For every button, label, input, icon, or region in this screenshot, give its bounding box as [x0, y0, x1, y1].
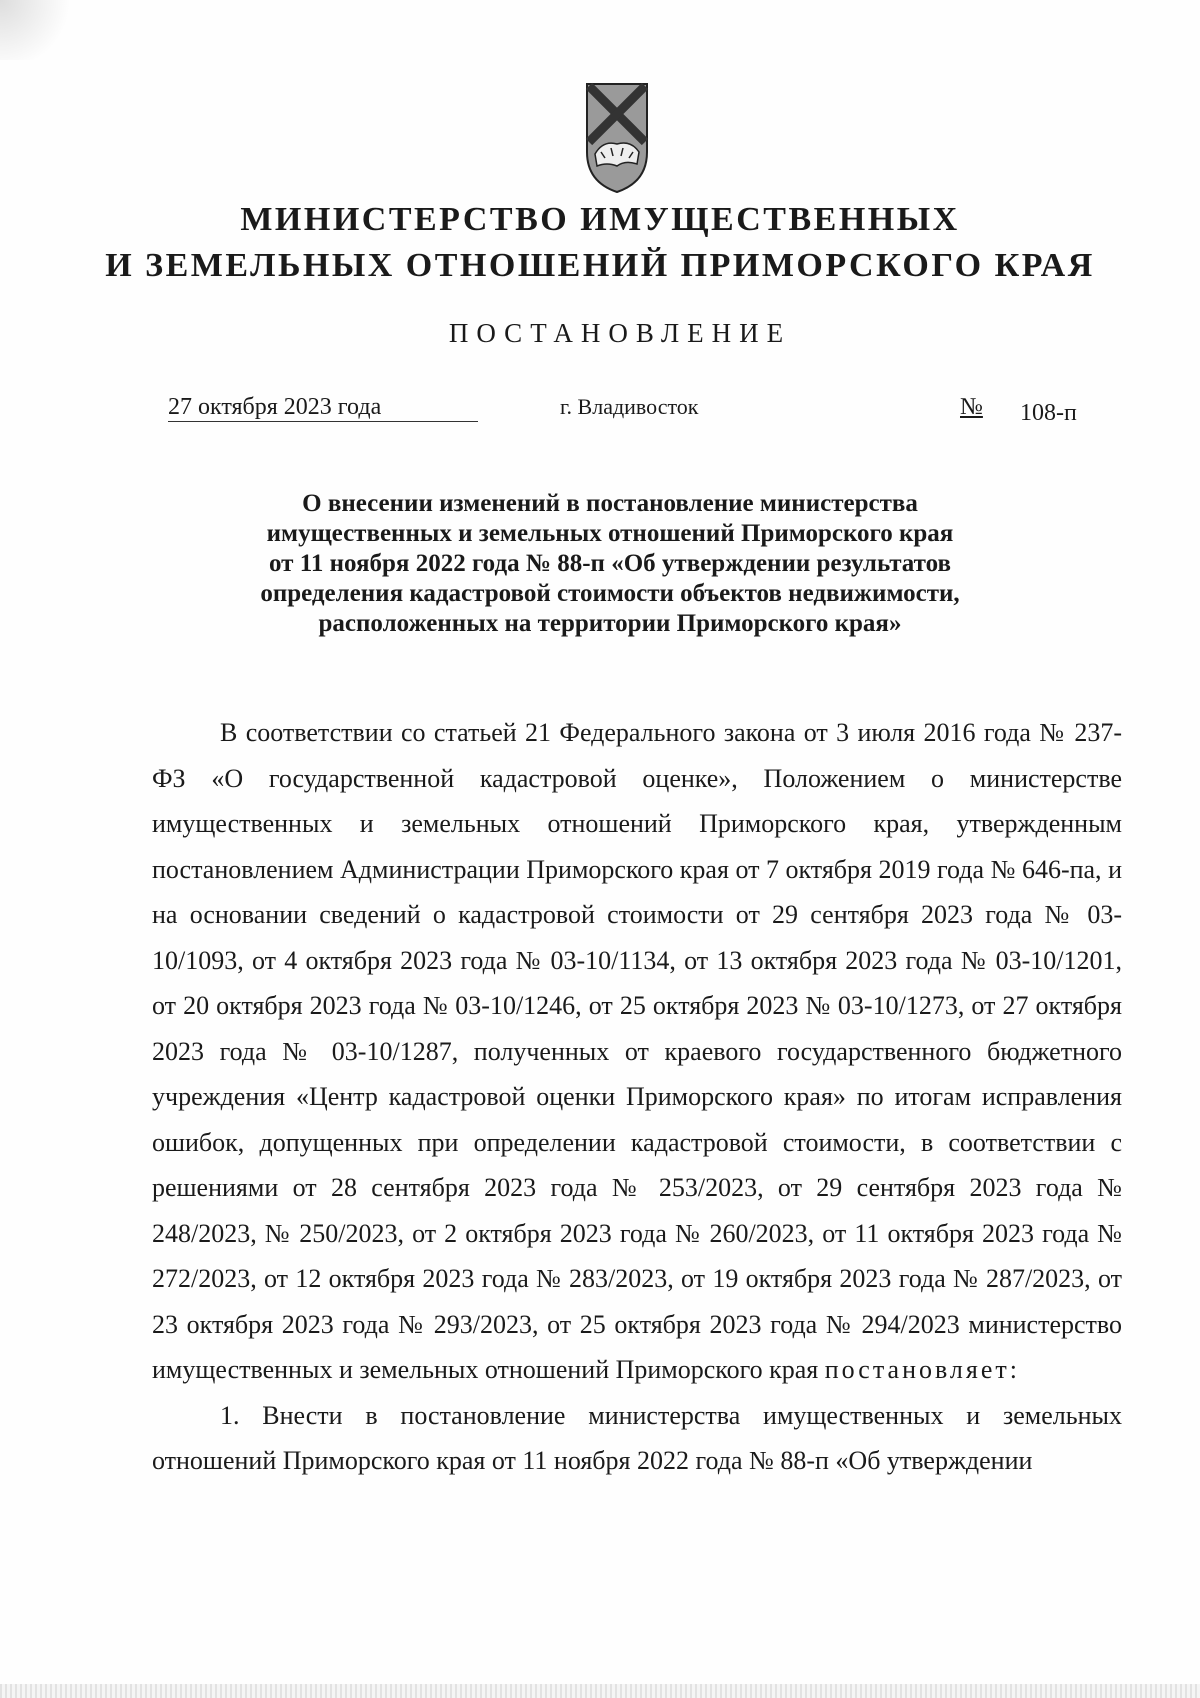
coat-of-arms-icon — [583, 82, 651, 194]
title-line: определения кадастровой стоимости объектов недвижимости, — [260, 580, 960, 607]
title-line: от 11 ноября 2022 года № 88-п «Об утверждении результатов — [269, 550, 951, 577]
document-number-label: № — [960, 394, 983, 420]
paragraph-text: В соответствии со статьей 21 Федерального закона от 3 июля 2016 года № 237-ФЗ «О государственной кадастровой оценке», Положением о министерстве имущественных и земельных отношений Приморского края, утвержденным постановлением Администрации Приморского края от 7 октября 2019 года № 646-па, и на основании сведений о кадастровой стоимости от 29 сентября 2023 года № 03-10/1093, от 4 октября 2023 года № 03-10/1134, от 13 октября 2023 года № 03-10/1201, от 20 октября 2023 года № 03-10/1246, от 25 октября 2023 № 03-10/1273, от 27 октября 2023 года № 03-10/1287, полученных от краевого государственного бюджетного учреждения «Центр кадастровой оценки Приморского края» по итогам исправления ошибок, допущенных при определении кадастровой стоимости, в соответствии с решениями от 28 сентября 2023 года № 253/2023, от 29 сентября 2023 года № 248/2023, № 250/2023, от 2 октября 2023 года № 260/2023, от 11 октября 2023 года № 272/2023, от 12 октября 2023 года № 283/2023, от 19 октября 2023 года № 287/2023, от 23 октября 2023 года № 293/2023, от 25 октября 2023 года № 294/2023 министерство имущественных и земельных отношений Приморского края — [152, 718, 1122, 1384]
document-date: 27 октября 2023 года — [168, 394, 478, 422]
title-line: О внесении изменений в постановление министерства — [302, 490, 918, 517]
scan-corner-mark — [0, 0, 70, 60]
ministry-name-line-1: МИНИСТЕРСТВО ИМУЩЕСТВЕННЫХ — [240, 201, 960, 238]
document-number: 108-п — [1020, 400, 1077, 426]
scan-edge — [0, 1684, 1200, 1698]
title-line: расположенных на территории Приморского края» — [318, 610, 902, 637]
document-city: г. Владивосток — [560, 394, 699, 419]
body-paragraph-2: 1. Внести в постановление министерства имущественных и земельных отношений Приморского края от 11 ноября 2022 года № 88-п «Об утверждении — [152, 1400, 1122, 1475]
document-type: ПОСТАНОВЛЕНИЕ — [448, 318, 792, 348]
resolution-verb: постановляет: — [824, 1355, 1020, 1384]
document-body — [152, 710, 1122, 1484]
title-line: имущественных и земельных отношений Приморского края — [266, 520, 954, 547]
body-paragraph-1 — [152, 710, 1122, 1393]
ministry-name-line-2: И ЗЕМЕЛЬНЫХ ОТНОШЕНИЙ ПРИМОРСКОГО КРАЯ — [105, 247, 1095, 284]
document-title — [180, 489, 1040, 639]
